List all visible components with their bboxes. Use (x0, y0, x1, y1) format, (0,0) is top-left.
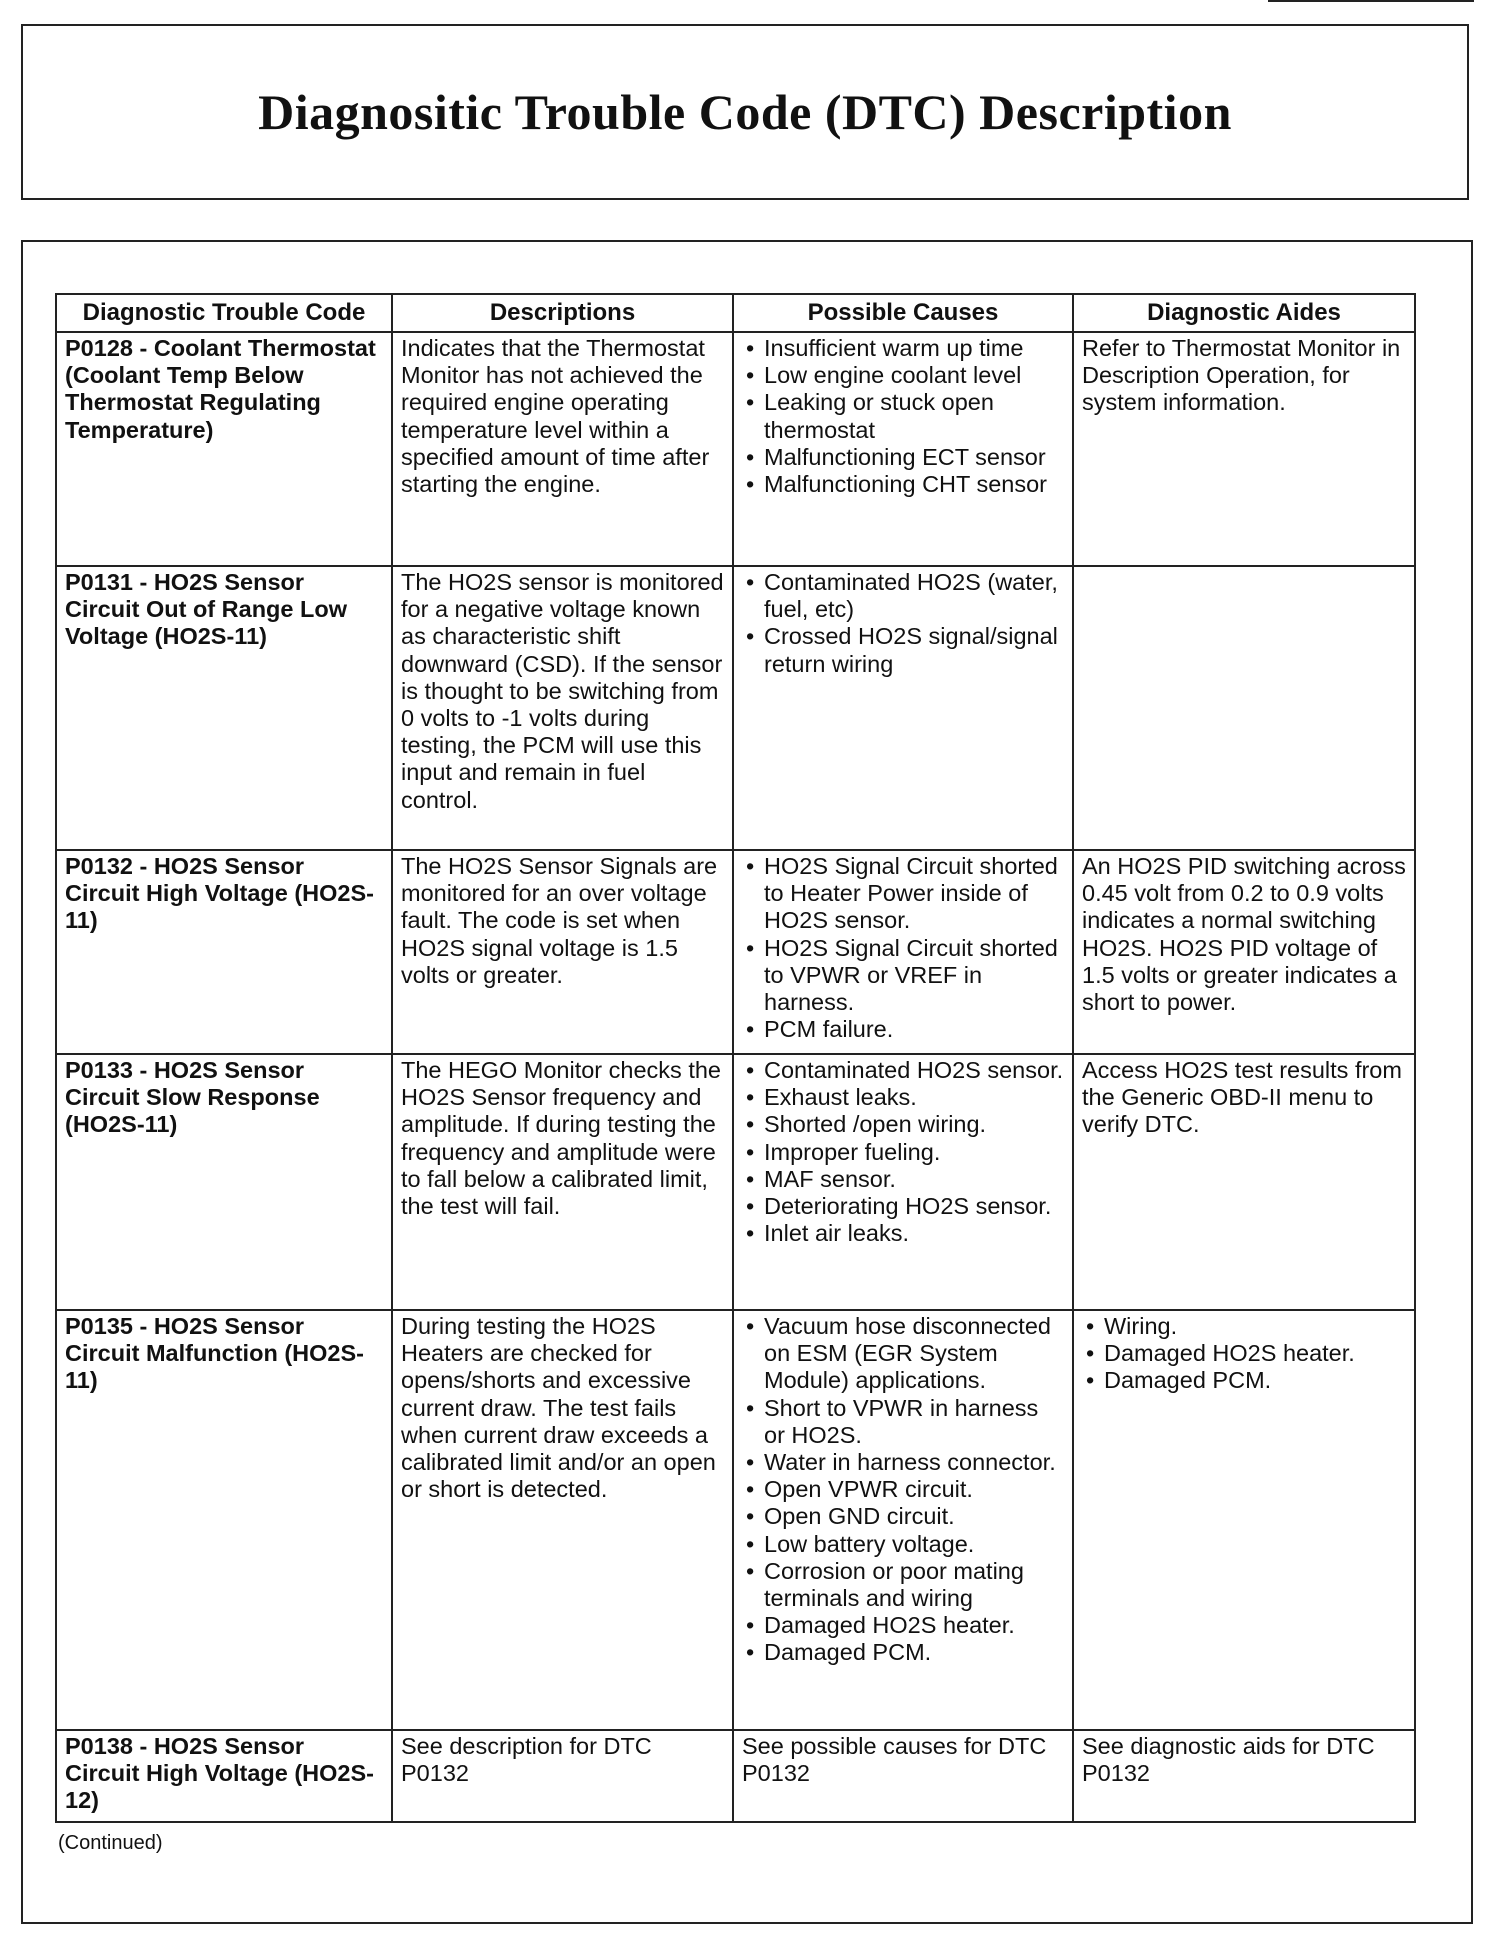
cause-item: • Crossed HO2S signal/signal return wiring (742, 623, 1064, 677)
description-cell: The HO2S Sensor Signals are monitored for an over voltage fault. The code is set when HO2S signal voltage is 1.5 volts or greater. (392, 850, 733, 1054)
aides-cell (1073, 566, 1415, 850)
cause-item: • Contaminated HO2S sensor. (742, 1057, 1064, 1084)
causes-cell (733, 332, 1073, 566)
title-box (21, 24, 1469, 200)
description-cell: Indicates that the Thermostat Monitor has not achieved the required engine operating temperature level within a specified amount of time after starting the engine. (392, 332, 733, 566)
top-rule (1268, 0, 1474, 2)
aide-item: • Damaged HO2S heater. (1082, 1340, 1406, 1367)
dtc-code-cell: P0135 - HO2S Sensor Circuit Malfunction (HO2S-11) (56, 1310, 392, 1730)
table-row (56, 566, 1415, 850)
dtc-code-cell: P0138 - HO2S Sensor Circuit High Voltage (HO2S-12) (56, 1730, 392, 1822)
table-row (56, 332, 1415, 566)
header-causes: Possible Causes (733, 294, 1073, 332)
causes-cell: See possible causes for DTC P0132 (733, 1730, 1073, 1822)
table-row (56, 1054, 1415, 1310)
aides-cell: Access HO2S test results from the Generic OBD-II menu to verify DTC. (1073, 1054, 1415, 1310)
cause-item: • Short to VPWR in harness or HO2S. (742, 1395, 1064, 1449)
description-cell: The HO2S sensor is monitored for a negative voltage known as characteristic shift downward (CSD). If the sensor is thought to be switching from 0 volts to -1 volts during testing, the PCM will use this input and remain in fuel control. (392, 566, 733, 850)
cause-item: • Deteriorating HO2S sensor. (742, 1193, 1064, 1220)
cause-item: • Insufficient warm up time (742, 335, 1064, 362)
cause-item: • Vacuum hose disconnected on ESM (EGR System Module) applications. (742, 1313, 1064, 1395)
description-cell: See description for DTC P0132 (392, 1730, 733, 1822)
aide-item: • Damaged PCM. (1082, 1367, 1406, 1394)
dtc-table (55, 293, 1416, 1823)
cause-item: • Malfunctioning CHT sensor (742, 471, 1064, 498)
cause-item: • HO2S Signal Circuit shorted to Heater Power inside of HO2S sensor. (742, 853, 1064, 935)
cause-item: • Leaking or stuck open thermostat (742, 389, 1064, 443)
cause-item: • Open VPWR circuit. (742, 1476, 1064, 1503)
cause-item: • PCM failure. (742, 1016, 1064, 1043)
cause-item: • Exhaust leaks. (742, 1084, 1064, 1111)
cause-item: • Low engine coolant level (742, 362, 1064, 389)
cause-item: • Water in harness connector. (742, 1449, 1064, 1476)
header-code: Diagnostic Trouble Code (56, 294, 392, 332)
description-cell: The HEGO Monitor checks the HO2S Sensor frequency and amplitude. If during testing the frequency and amplitude were to fall below a calibrated limit, the test will fail. (392, 1054, 733, 1310)
causes-cell (733, 566, 1073, 850)
causes-cell (733, 850, 1073, 1054)
cause-item: • Damaged HO2S heater. (742, 1612, 1064, 1639)
dtc-code-cell: P0128 - Coolant Thermostat (Coolant Temp Below Thermostat Regulating Temperature) (56, 332, 392, 566)
page-title: Diagnositic Trouble Code (DTC) Description (258, 84, 1232, 140)
aides-cell: See diagnostic aids for DTC P0132 (1073, 1730, 1415, 1822)
aides-cell: Refer to Thermostat Monitor in Description Operation, for system information. (1073, 332, 1415, 566)
header-descriptions: Descriptions (392, 294, 733, 332)
cause-item: • Open GND circuit. (742, 1503, 1064, 1530)
cause-item: • Low battery voltage. (742, 1531, 1064, 1558)
cause-item: • Damaged PCM. (742, 1639, 1064, 1666)
cause-item: • HO2S Signal Circuit shorted to VPWR or VREF in harness. (742, 935, 1064, 1017)
cause-item: • Shorted /open wiring. (742, 1111, 1064, 1138)
aides-cell: An HO2S PID switching across 0.45 volt from 0.2 to 0.9 volts indicates a normal switching HO2S. HO2S PID voltage of 1.5 volts or greater indicates a short to power. (1073, 850, 1415, 1054)
dtc-code-cell: P0131 - HO2S Sensor Circuit Out of Range Low Voltage (HO2S-11) (56, 566, 392, 850)
dtc-code-cell: P0132 - HO2S Sensor Circuit High Voltage (HO2S-11) (56, 850, 392, 1054)
aides-cell (1073, 1310, 1415, 1730)
aide-item: • Wiring. (1082, 1313, 1406, 1340)
description-cell: During testing the HO2S Heaters are checked for opens/shorts and excessive current draw. The test fails when current draw exceeds a calibrated limit and/or an open or short is detected. (392, 1310, 733, 1730)
continued-note: (Continued) (58, 1832, 163, 1854)
table-row (56, 1310, 1415, 1730)
cause-item: • Inlet air leaks. (742, 1220, 1064, 1247)
cause-item: • MAF sensor. (742, 1166, 1064, 1193)
table-row (56, 850, 1415, 1054)
dtc-code-cell: P0133 - HO2S Sensor Circuit Slow Response (HO2S-11) (56, 1054, 392, 1310)
header-aides: Diagnostic Aides (1073, 294, 1415, 332)
causes-cell (733, 1054, 1073, 1310)
header-row (56, 294, 1415, 332)
table-row (56, 1730, 1415, 1822)
cause-item: • Malfunctioning ECT sensor (742, 444, 1064, 471)
causes-cell (733, 1310, 1073, 1730)
cause-item: • Contaminated HO2S (water, fuel, etc) (742, 569, 1064, 623)
cause-item: • Corrosion or poor mating terminals and wiring (742, 1558, 1064, 1612)
cause-item: • Improper fueling. (742, 1139, 1064, 1166)
